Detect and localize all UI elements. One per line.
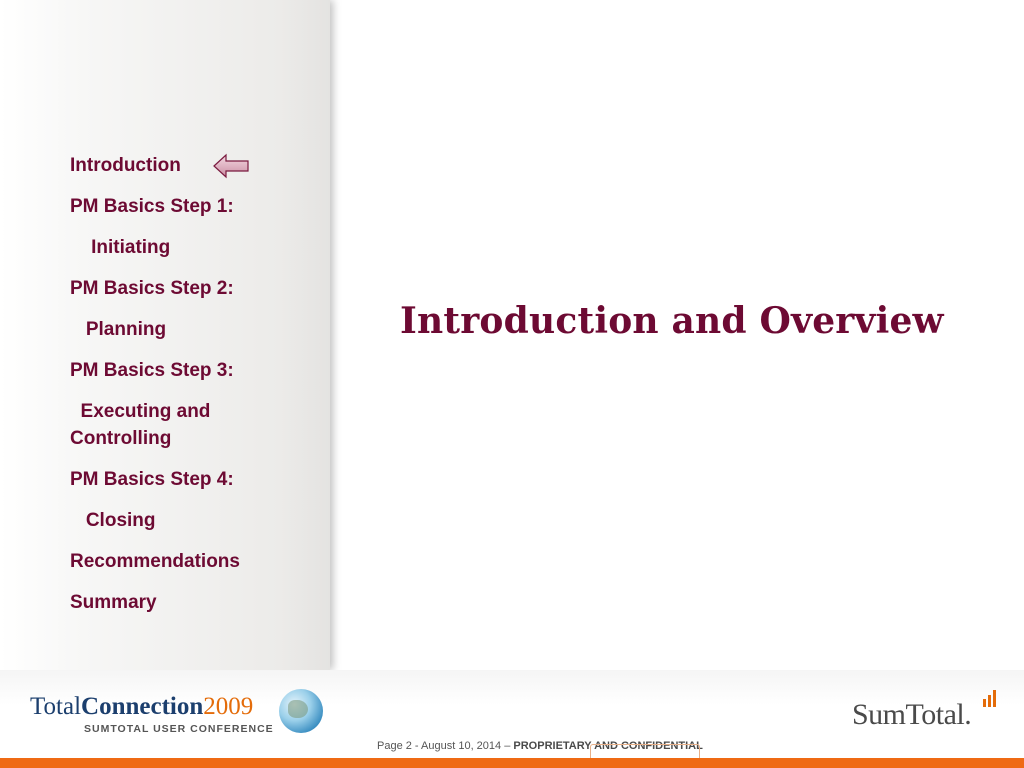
nav-item-sublabel: Planning [70,319,167,340]
nav-item-step1[interactable] [70,193,310,261]
total-connection-logo [30,693,253,721]
nav-item-sublabel: Initiating [70,237,171,258]
left-arrow-icon [212,152,250,180]
nav-item-label: Summary [70,592,157,613]
logo-connection: Connection [81,693,204,720]
page-info-text: Page 2 - August 10, 2014 – [377,740,514,752]
nav-item-recommendations[interactable] [70,548,310,575]
nav-item-summary[interactable] [70,589,310,616]
confidential-label: PROPRIETARY AND CONFIDENTIAL [513,740,703,752]
nav-item-step3[interactable] [70,357,310,452]
globe-land-shape [288,700,308,718]
orange-footer-bar [0,758,1024,768]
nav-item-step4[interactable] [70,466,310,534]
nav-item-label: PM Basics Step 4: [70,469,234,490]
sidebar [0,0,330,670]
nav-item-label: PM Basics Step 2: [70,278,234,299]
nav-item-label: Recommendations [70,551,240,572]
brand-name: SumTotal [852,698,965,731]
nav-item-label: Introduction [70,155,181,176]
sumtotal-logo [852,698,971,732]
nav-item-sublabel: Closing [70,510,156,531]
agenda-nav [70,152,310,630]
nav-item-label: PM Basics Step 1: [70,196,234,217]
nav-item-step2[interactable] [70,275,310,343]
logo-year: 2009 [203,693,254,720]
brand-dot: . [964,698,972,731]
nav-item-sublabel: Executing and Controlling [70,401,211,449]
logo-subtitle: SUMTOTAL USER CONFERENCE [84,723,274,735]
signal-bars-icon [982,689,998,707]
nav-item-label: PM Basics Step 3: [70,360,234,381]
nav-item-introduction[interactable] [70,152,310,179]
slide-title: Introduction and Overview [400,300,944,342]
logo-total: Total [30,693,82,720]
